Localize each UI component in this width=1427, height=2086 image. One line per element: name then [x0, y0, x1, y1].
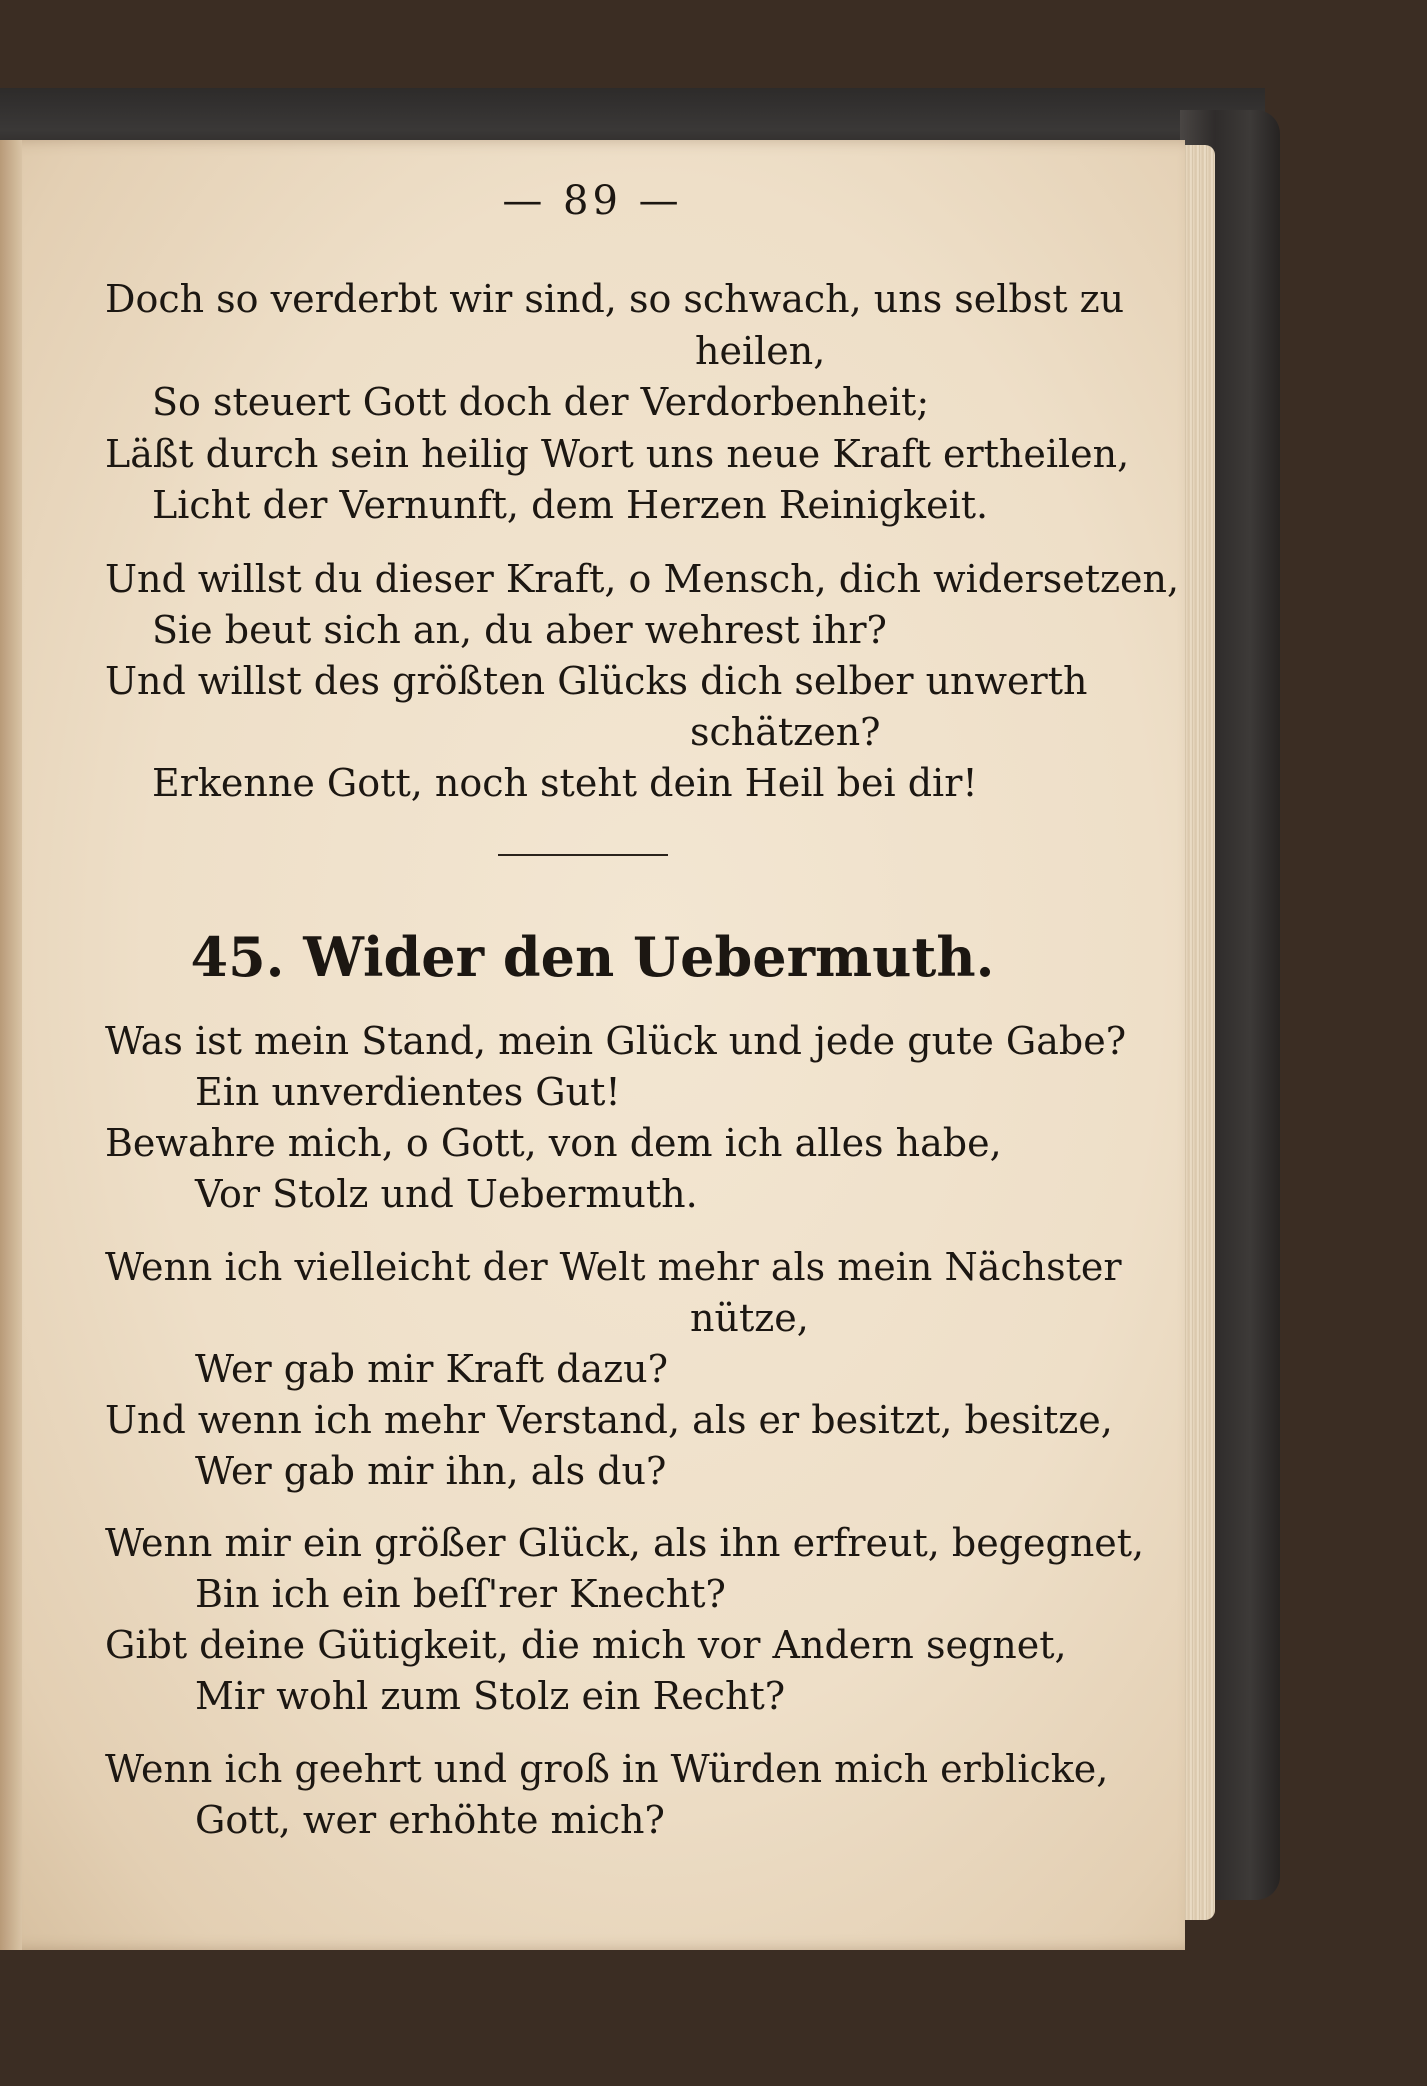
- verse-line: Wenn ich vielleicht der Welt mehr als mein Nächster: [105, 1245, 1122, 1289]
- verse-line: Erkenne Gott, noch steht dein Heil bei dir!: [152, 761, 978, 805]
- verse-line: Bin ich ein beſſ'rer Knecht?: [195, 1572, 726, 1616]
- page-number: — 89 —: [502, 178, 683, 224]
- verse-line: schätzen?: [690, 710, 881, 754]
- verse-line: Gott, wer erhöhte mich?: [195, 1798, 665, 1842]
- hymn-title: 45. Wider den Uebermuth.: [190, 925, 995, 989]
- verse-line: Und willst du dieser Kraft, o Mensch, dich widersetzen,: [105, 557, 1180, 601]
- verse-line: Vor Stolz und Uebermuth.: [195, 1172, 698, 1216]
- verse-line: Wenn ich geehrt und groß in Würden mich erblicke,: [105, 1747, 1109, 1791]
- verse-line: Läßt durch sein heilig Wort uns neue Kraft ertheilen,: [105, 432, 1130, 476]
- verse-line: Licht der Vernunft, dem Herzen Reinigkeit.: [152, 483, 989, 527]
- verse-line: Wenn mir ein größer Glück, als ihn erfreut, begegnet,: [105, 1521, 1145, 1565]
- verse-line: Mir wohl zum Stolz ein Recht?: [195, 1674, 786, 1718]
- verse-line: Sie beut sich an, du aber wehrest ihr?: [152, 608, 887, 652]
- verse-line: Und willst des größten Glücks dich selber unwerth: [105, 659, 1088, 703]
- verse-line: Wer gab mir Kraft dazu?: [195, 1347, 668, 1391]
- verse-line: Ein unverdientes Gut!: [195, 1070, 621, 1114]
- verse-line: So steuert Gott doch der Verdorbenheit;: [152, 380, 930, 424]
- verse-line: heilen,: [695, 329, 826, 373]
- verse-line: Doch so verderbt wir sind, so schwach, uns selbst zu: [105, 277, 1125, 321]
- verse-line: Bewahre mich, o Gott, von dem ich alles habe,: [105, 1121, 1002, 1165]
- verse-line: Was ist mein Stand, mein Glück und jede gute Gabe?: [105, 1019, 1127, 1063]
- verse-line: nütze,: [690, 1296, 809, 1340]
- page-gutter: [0, 140, 22, 1950]
- section-divider: [498, 854, 668, 856]
- verse-line: Wer gab mir ihn, als du?: [195, 1449, 667, 1493]
- verse-line: Gibt deine Gütigkeit, die mich vor Andern segnet,: [105, 1623, 1067, 1667]
- verse-line: Und wenn ich mehr Verstand, als er besitzt, besitze,: [105, 1398, 1113, 1442]
